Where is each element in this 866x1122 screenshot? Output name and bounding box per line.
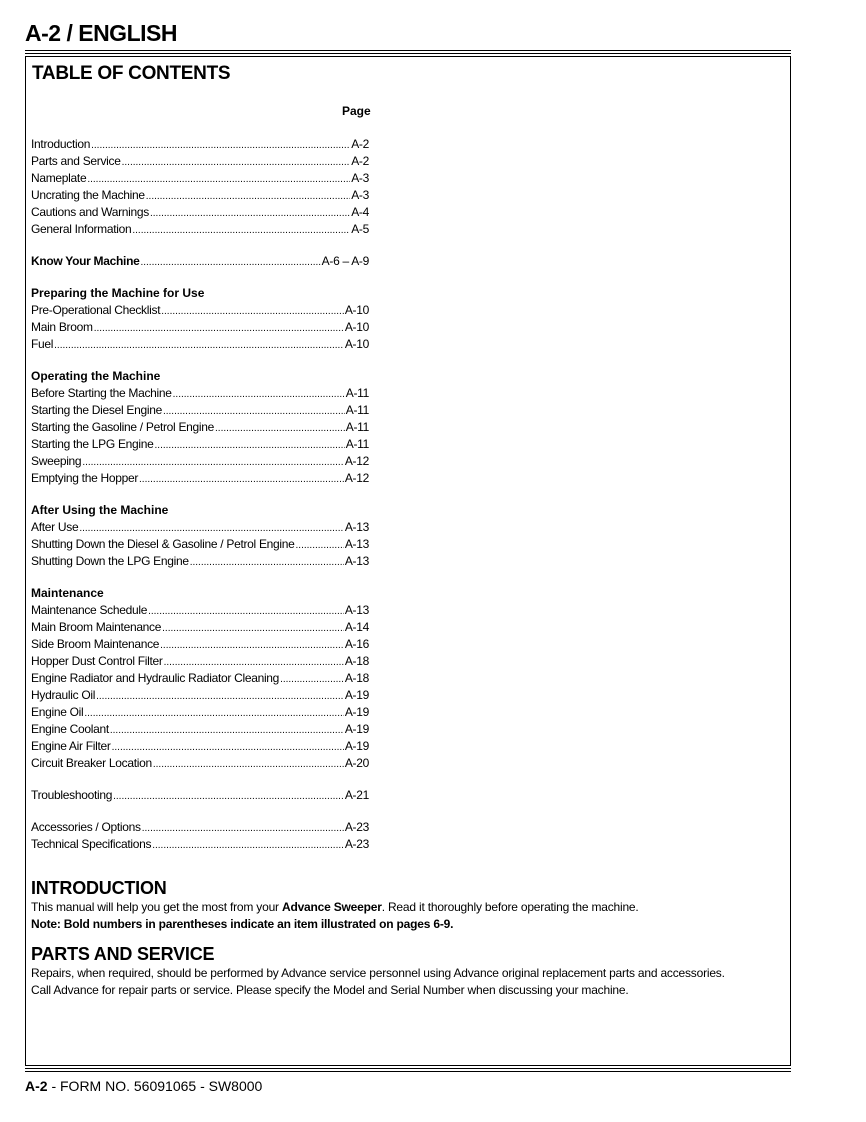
header-rule-2 [25,53,791,54]
parts-service-line-2: Call Advance for repair parts or service. Please specify the Model and Serial Number when discussing your machine. [31,983,629,997]
toc-entry[interactable] [31,836,369,853]
toc-entry[interactable] [31,619,369,636]
introduction-section [31,877,781,933]
toc-entry-page: A-11 [345,420,369,434]
toc-entry-page: A-4 [351,205,369,219]
toc-entry-label: Engine Coolant [31,722,109,736]
toc-entry-label: Introduction [31,137,91,151]
toc-dot-leader [152,837,344,854]
toc-section-heading: Preparing the Machine for Use [31,286,205,300]
toc-entry-page: A-5 [351,222,369,236]
toc-entry-page: A-2 [351,154,369,168]
toc-entry-label: Troubleshooting [31,788,113,802]
introduction-note: Note: Bold numbers in parentheses indicate an item illustrated on pages 6-9. [31,917,454,931]
toc-group [31,285,369,353]
toc-entry-page: A-10 [344,320,369,334]
toc-entry[interactable] [31,519,369,536]
toc-dot-leader [84,705,343,722]
toc-dot-leader [148,603,344,620]
toc-entry[interactable] [31,602,369,619]
toc-entry-page: A-13 [344,603,369,617]
toc-entry[interactable] [31,755,369,772]
toc-entry-page: A-18 [344,671,369,685]
toc-entry-page: A-3 [351,188,369,202]
toc-section-heading: After Using the Machine [31,503,169,517]
toc-group [31,253,369,270]
toc-entry-page: A-3 [351,171,369,185]
toc-entry[interactable] [31,553,369,570]
toc-entry-label: Starting the Gasoline / Petrol Engine [31,420,215,434]
toc-entry[interactable] [31,704,369,721]
toc-entry-page: A-13 [344,554,369,568]
toc-entry-label: Pre-Operational Checklist [31,303,161,317]
toc-dot-leader [79,520,344,537]
toc-entry-label: Emptying the Hopper [31,471,139,485]
toc-dot-leader [280,671,344,688]
toc-entry-page: A-13 [344,537,369,551]
toc-entry-label: Parts and Service [31,154,121,168]
toc-entry[interactable] [31,402,369,419]
toc-entry[interactable] [31,302,369,319]
toc-entry-page: A-14 [344,620,369,634]
toc-entry[interactable] [31,819,369,836]
toc-entry-label: Main Broom Maintenance [31,620,162,634]
toc-entry-page: A-23 [344,837,369,851]
toc-group [31,368,369,487]
toc-dot-leader [164,654,344,671]
toc-group [31,787,369,804]
toc-dot-leader [142,820,344,837]
toc-entry-page: A-12 [344,471,369,485]
toc-entry[interactable] [31,336,369,353]
toc-entry[interactable] [31,204,369,221]
toc-dot-leader [87,171,350,188]
toc-section-heading: Operating the Machine [31,369,161,383]
toc-entry-label: Know Your Machine [31,254,140,268]
introduction-text: This manual will help you get the most from your Advance Sweeper. Read it thoroughly before operating the machine. [31,900,639,914]
toc-entry-page: A-16 [344,637,369,651]
parts-service-section [31,943,781,999]
toc-group [31,502,369,570]
toc-entry-page: A-11 [345,386,369,400]
toc-entry-label: Shutting Down the Diesel & Gasoline / Petrol Engine [31,537,295,551]
toc-entry[interactable] [31,738,369,755]
toc-dot-leader [110,722,344,739]
toc-entry-label: Starting the LPG Engine [31,437,154,451]
page-column-label: Page [342,104,371,118]
toc-entry-page: A-19 [344,688,369,702]
table-of-contents [31,136,369,868]
toc-entry-label: Uncrating the Machine [31,188,145,202]
toc-dot-leader [132,222,350,239]
toc-entry-label: Technical Specifications [31,837,152,851]
header-rule [25,50,791,51]
toc-dot-leader [94,320,344,337]
toc-entry-label: Maintenance Schedule [31,603,148,617]
toc-title: TABLE OF CONTENTS [32,63,231,84]
toc-group [31,819,369,853]
toc-dot-leader [162,620,344,637]
toc-entry[interactable] [31,436,369,453]
toc-dot-leader [91,137,350,154]
toc-entry[interactable] [31,453,369,470]
toc-group [31,585,369,772]
toc-entry[interactable] [31,385,369,402]
toc-entry-label: Circuit Breaker Location [31,756,152,770]
introduction-title: INTRODUCTION [31,878,167,898]
toc-entry-label: After Use [31,520,79,534]
toc-dot-leader [112,739,344,756]
toc-dot-leader [122,154,351,171]
toc-entry-label: Side Broom Maintenance [31,637,160,651]
toc-entry-page: A-10 [344,337,369,351]
footer-rule-2 [25,1071,791,1072]
toc-entry[interactable] [31,187,369,204]
toc-entry[interactable] [31,136,369,153]
toc-entry[interactable] [31,221,369,238]
toc-entry-page: A-6 – A-9 [321,254,369,268]
toc-entry-label: Before Starting the Machine [31,386,172,400]
toc-entry-label: Engine Radiator and Hydraulic Radiator Cleaning [31,671,280,685]
toc-entry[interactable] [31,470,369,487]
toc-entry-page: A-10 [344,303,369,317]
toc-dot-leader [54,337,344,354]
toc-entry-label: Nameplate [31,171,87,185]
toc-entry-page: A-19 [344,722,369,736]
toc-entry[interactable] [31,170,369,187]
toc-entry-label: Starting the Diesel Engine [31,403,162,417]
footer-page-number: A-2 [25,1078,48,1094]
footer-rule [25,1068,791,1069]
toc-dot-leader [296,537,344,554]
toc-dot-leader [215,420,345,437]
toc-entry[interactable] [31,153,369,170]
toc-dot-leader [163,403,345,420]
toc-entry[interactable] [31,253,369,270]
advance-sweeper-name: Advance Sweeper [281,900,382,914]
toc-entry[interactable] [31,653,369,670]
toc-entry-page: A-11 [345,437,369,451]
toc-entry[interactable] [31,319,369,336]
toc-entry-label: Engine Oil [31,705,84,719]
toc-dot-leader [139,471,344,488]
footer-form-number: - FORM NO. 56091065 - SW8000 [47,1078,263,1094]
toc-entry[interactable] [31,536,369,553]
toc-entry-page: A-11 [345,403,369,417]
toc-dot-leader [82,454,344,471]
toc-dot-leader [160,637,344,654]
toc-entry-label: Engine Air Filter [31,739,111,753]
toc-dot-leader [190,554,344,571]
toc-dot-leader [140,254,320,271]
parts-service-line-1: Repairs, when required, should be performed by Advance service personnel using Advance original replacement parts and accessories. [31,966,725,980]
toc-entry-page: A-23 [344,820,369,834]
toc-entry-page: A-20 [344,756,369,770]
page-header: A-2 / ENGLISH [25,20,177,46]
toc-group [31,136,369,238]
toc-entry-page: A-12 [344,454,369,468]
toc-entry-label: Hydraulic Oil [31,688,96,702]
toc-entry-label: Sweeping [31,454,82,468]
toc-entry-page: A-2 [351,137,369,151]
toc-entry-page: A-19 [344,739,369,753]
toc-dot-leader [96,688,344,705]
toc-entry-page: A-21 [344,788,369,802]
toc-entry-label: Accessories / Options [31,820,141,834]
content-frame [25,56,791,1066]
toc-dot-leader [173,386,345,403]
toc-dot-leader [150,205,350,222]
toc-entry[interactable] [31,636,369,653]
parts-service-title: PARTS AND SERVICE [31,944,215,964]
toc-dot-leader [146,188,350,205]
toc-entry[interactable] [31,687,369,704]
toc-dot-leader [153,756,344,773]
page-footer [25,1078,262,1094]
toc-entry[interactable] [31,787,369,804]
toc-entry-label: Fuel [31,337,54,351]
toc-entry[interactable] [31,670,369,687]
toc-section-heading: Maintenance [31,586,104,600]
toc-entry-label: Hopper Dust Control Filter [31,654,163,668]
toc-entry[interactable] [31,419,369,436]
toc-entry-label: Shutting Down the LPG Engine [31,554,189,568]
toc-entry[interactable] [31,721,369,738]
toc-entry-label: General Information [31,222,132,236]
toc-dot-leader [161,303,344,320]
toc-dot-leader [155,437,345,454]
toc-entry-page: A-18 [344,654,369,668]
toc-entry-label: Cautions and Warnings [31,205,149,219]
toc-entry-page: A-19 [344,705,369,719]
toc-entry-page: A-13 [344,520,369,534]
toc-dot-leader [113,788,344,805]
toc-entry-label: Main Broom [31,320,93,334]
